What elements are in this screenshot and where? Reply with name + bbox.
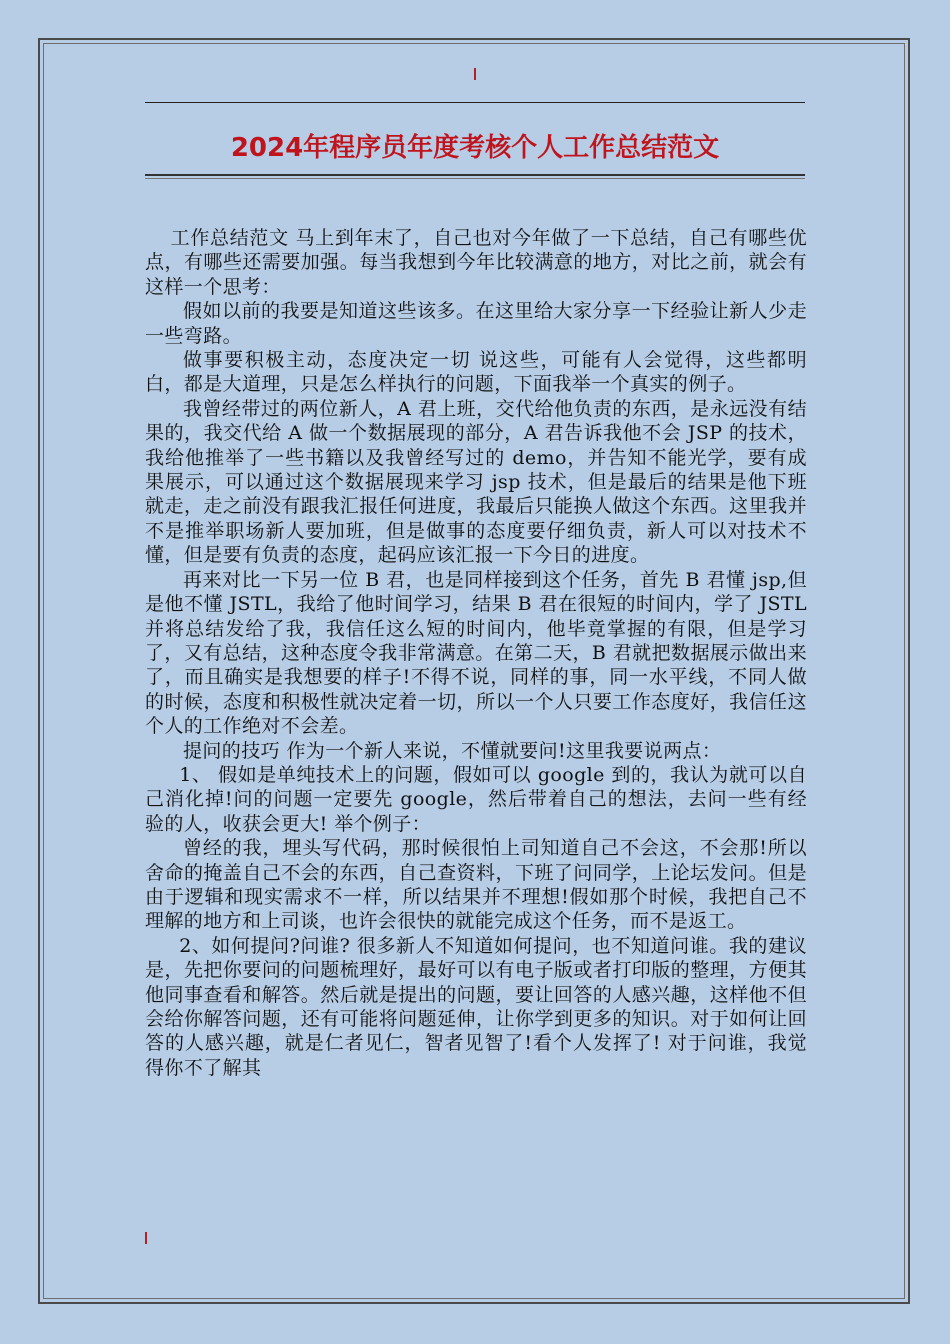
title-underline-thin xyxy=(145,178,805,179)
paragraph-numbered-2: 2、如何提问?问谁? 很多新人不知道如何提问，也不知道问谁。我的建议是，先把你要问的问题梳理好，最好可以有电子版或者打印版的整理，方便其他同事查看和解答。然后就是提出的问题，要让回答的人感兴趣，这样他不但会给你解答问题，还有可能将问题延伸，让你学到更多的知识。对于如何让回答的人感兴趣，就是仁者见仁，智者见智了!看个人发挥了! 对于问谁，我觉得你不了解其 xyxy=(145,934,807,1079)
paragraph: 我曾经带过的两位新人，A 君上班，交代给他负责的东西，是永远没有结果的，我交代给 A 做一个数据展现的部分，A 君告诉我他不会 JSP 的技术，我给他推举了一些书籍以及我曾经写过的 demo，并告知不能光学，要有成果展示，可以通过这个数据展现来学习 jsp 技术，但是最后的结果是他下班就走，走之前没有跟我汇报任何进度，我最后只能换人做这个东西。这里我并不是推举职场新人要加班，但是做事的态度要仔细负责，新人可以对技术不懂，但是要有负责的态度，起码应该汇报一下今日的进度。 xyxy=(145,397,807,567)
paragraph: 提问的技巧 作为一个新人来说，不懂就要问!这里我要说两点： xyxy=(183,739,722,762)
document-body xyxy=(145,226,807,1080)
paragraph: 假如以前的我要是知道这些该多。在这里给大家分享一下经验让新人少走一些弯路。 xyxy=(145,300,807,347)
paragraph: 曾经的我，埋头写代码，那时候很怕上司知道自己不会这，不会那!所以舍命的掩盖自己不会的东西，自己查资料，下班了问同学，上论坛发问。但是由于逻辑和现实需求不一样，所以结果并不理想!假如那个时候，我把自己不理解的地方和上司谈，也许会很快的就能完成这个任务，而不是返工。 xyxy=(145,837,807,933)
paragraph-numbered-1: 1、 假如是单纯技术上的问题，假如可以 google 到的，我认为就可以自己消化掉!问的问题一定要先 google，然后带着自己的想法，去问一些有经验的人，收获会更大! 举个例子： xyxy=(145,763,807,835)
header-rule xyxy=(145,102,805,103)
title-underline xyxy=(145,174,805,176)
document-title: 2024年程序员年度考核个人工作总结范文 xyxy=(230,133,720,163)
header-mark xyxy=(474,68,476,80)
paragraph-intro: 工作总结范文 马上到年末了，自己也对今年做了一下总结，自己有哪些优点，有哪些还需要加强。每当我想到今年比较满意的地方，对比之前，就会有这样一个思考： xyxy=(145,227,807,298)
footer-mark xyxy=(145,1232,147,1244)
paragraph: 再来对比一下另一位 B 君，也是同样接到这个任务，首先 B 君懂 jsp,但是他不懂 JSTL，我给了他时间学习，结果 B 君在很短的时间内，学了 JSTL 并将总结发给了我，我信任这么短的时间内，他毕竟掌握的有限，但是学习了，又有总结，这种态度令我非常满意。在第二天，B 君就把数据展示做出来了，而且确实是我想要的样子!不得不说，同样的事，同一水平线，不同人做的时候，态度和积极性就决定着一切，所以一个人只要工作态度好，我信任这个人的工作绝对不会差。 xyxy=(145,568,807,738)
paragraph: 做事要积极主动，态度决定一切 说这些，可能有人会觉得，这些都明白，都是大道理，只是怎么样执行的问题，下面我举一个真实的例子。 xyxy=(145,349,807,396)
